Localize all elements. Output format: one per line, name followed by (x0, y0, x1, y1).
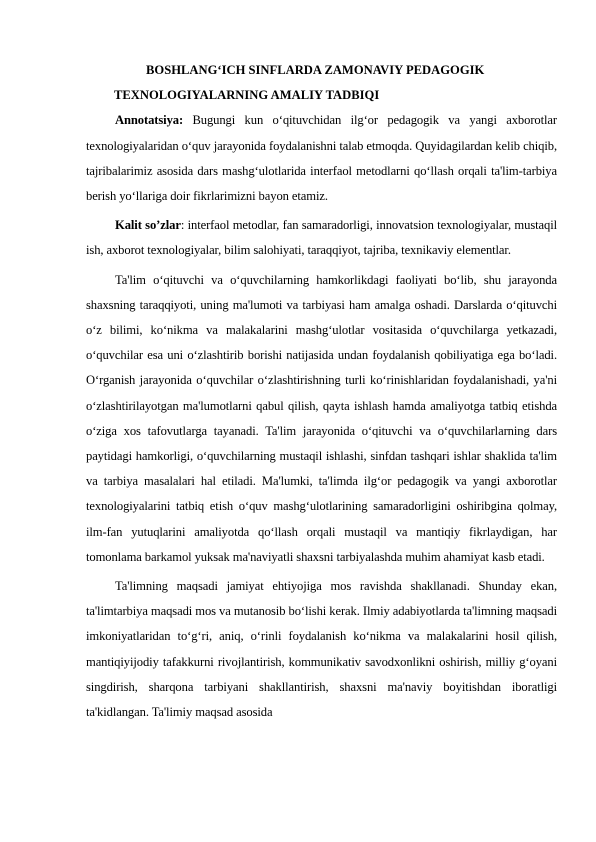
keywords-label: Kalit so’zlar (115, 218, 181, 233)
keywords-paragraph (86, 213, 557, 263)
annotation-paragraph (86, 108, 557, 209)
title-line-2: TEXNOLOGIYALARNING AMALIY TADBIQI (114, 88, 380, 103)
annotation-text: Bugungi kun o‘qituvchidan ilg‘or pedagogik va yangi axborotlar texnologiyalaridan o‘quv jarayonida foydalanishni talab etmoqda. Quyidagilardan kelib chiqib, tajribalarimiz asosida dars mashg‘ulotlarida interfaol metodlarni qo‘llash orqali ta'lim-tarbiya berish yo‘llariga doir fikrlarimizni bayon etamiz. (86, 113, 557, 204)
document-title (86, 58, 557, 108)
title-line-1: BOSHLANG‘ICH SINFLARDA ZAMONAVIY PEDAGOGIK (146, 63, 485, 77)
body-paragraph: Ta'lim o‘qituvchi va o‘quvchilarning hamkorlikdagi faoliyati bo‘lib, shu jarayonda shaxsning taraqqiyoti, uning ma'lumoti va tarbiyasi ham amalga oshadi. Darslarda o‘qituvchi o‘z bilimi, ko‘nikma va malakalarini mashg‘ulotlar vositasida o‘quvchilarga yetkazadi, o‘quvchilar esa uni o‘zlashtirib borishi natijasida undan foydalanish qobiliyatiga ega bo‘ladi. O‘rganish jarayonida o‘quvchilar o‘zlashtirishning turli ko‘rinishlaridan foydalanishadi, ya'ni o‘zlashtirilayotgan ma'lumotlarni qabul qilish, qayta ishlash hamda amaliyotga tatbiq etishda o‘ziga xos tafovutlarga tayanadi. Ta'lim jarayonida o‘qituvchi va o‘quvchilarlarning dars paytidagi hamkorligi, o‘quvchilarning mustaqil ishlashi, sinfdan tashqari ishlar shaklida ta'lim va tarbiya masalalari hal etiladi. Ma'lumki, ta'limda ilg‘or pedagogik va yangi axborotlar texnologiyalarini tatbiq etish o‘quv mashg‘ulotlarining samaradorligini oshiribgina qolmay, ilm-fan yutuqlarini amaliyotda qo‘llash orqali mustaqil va mantiqiy fikrlaydigan, har tomonlama barkamol yuksak ma'naviyatli shaxsni tarbiyalashda muhim ahamiyat kasb etadi. (86, 272, 557, 564)
annotation-label: Annotatsiya: (115, 113, 184, 128)
keywords-text: : interfaol metodlar, fan samaradorligi, innovatsion texnologiyalar, mustaqil ish, axborot texnologiyalar, bilim salohiyati, taraqqiyot, tajriba, texnikaviy elementlar. (86, 218, 557, 258)
body-paragraph: Ta'limning maqsadi jamiyat ehtiyojiga mos ravishda shakllanadi. Shunday ekan, ta'limtarbiya maqsadi mos va mutanosib bo‘lishi kerak. Ilmiy adabiyotlarda ta'limning maqsadi imkoniyatlaridan to‘g‘ri, aniq, o‘rinli foydalanish ko‘nikma va malakalarini hosil qilish, mantiqiyijodiy tafakkurni rivojlantirish, kommunikativ savodxonlikni oshirish, milliy g‘oyani singdirish, sharqona tarbiyani shakllantirish, shaxsni ma'naviy boyitishdan iboratligi ta'kidlangan. Ta'limiy maqsad asosida (86, 579, 557, 720)
